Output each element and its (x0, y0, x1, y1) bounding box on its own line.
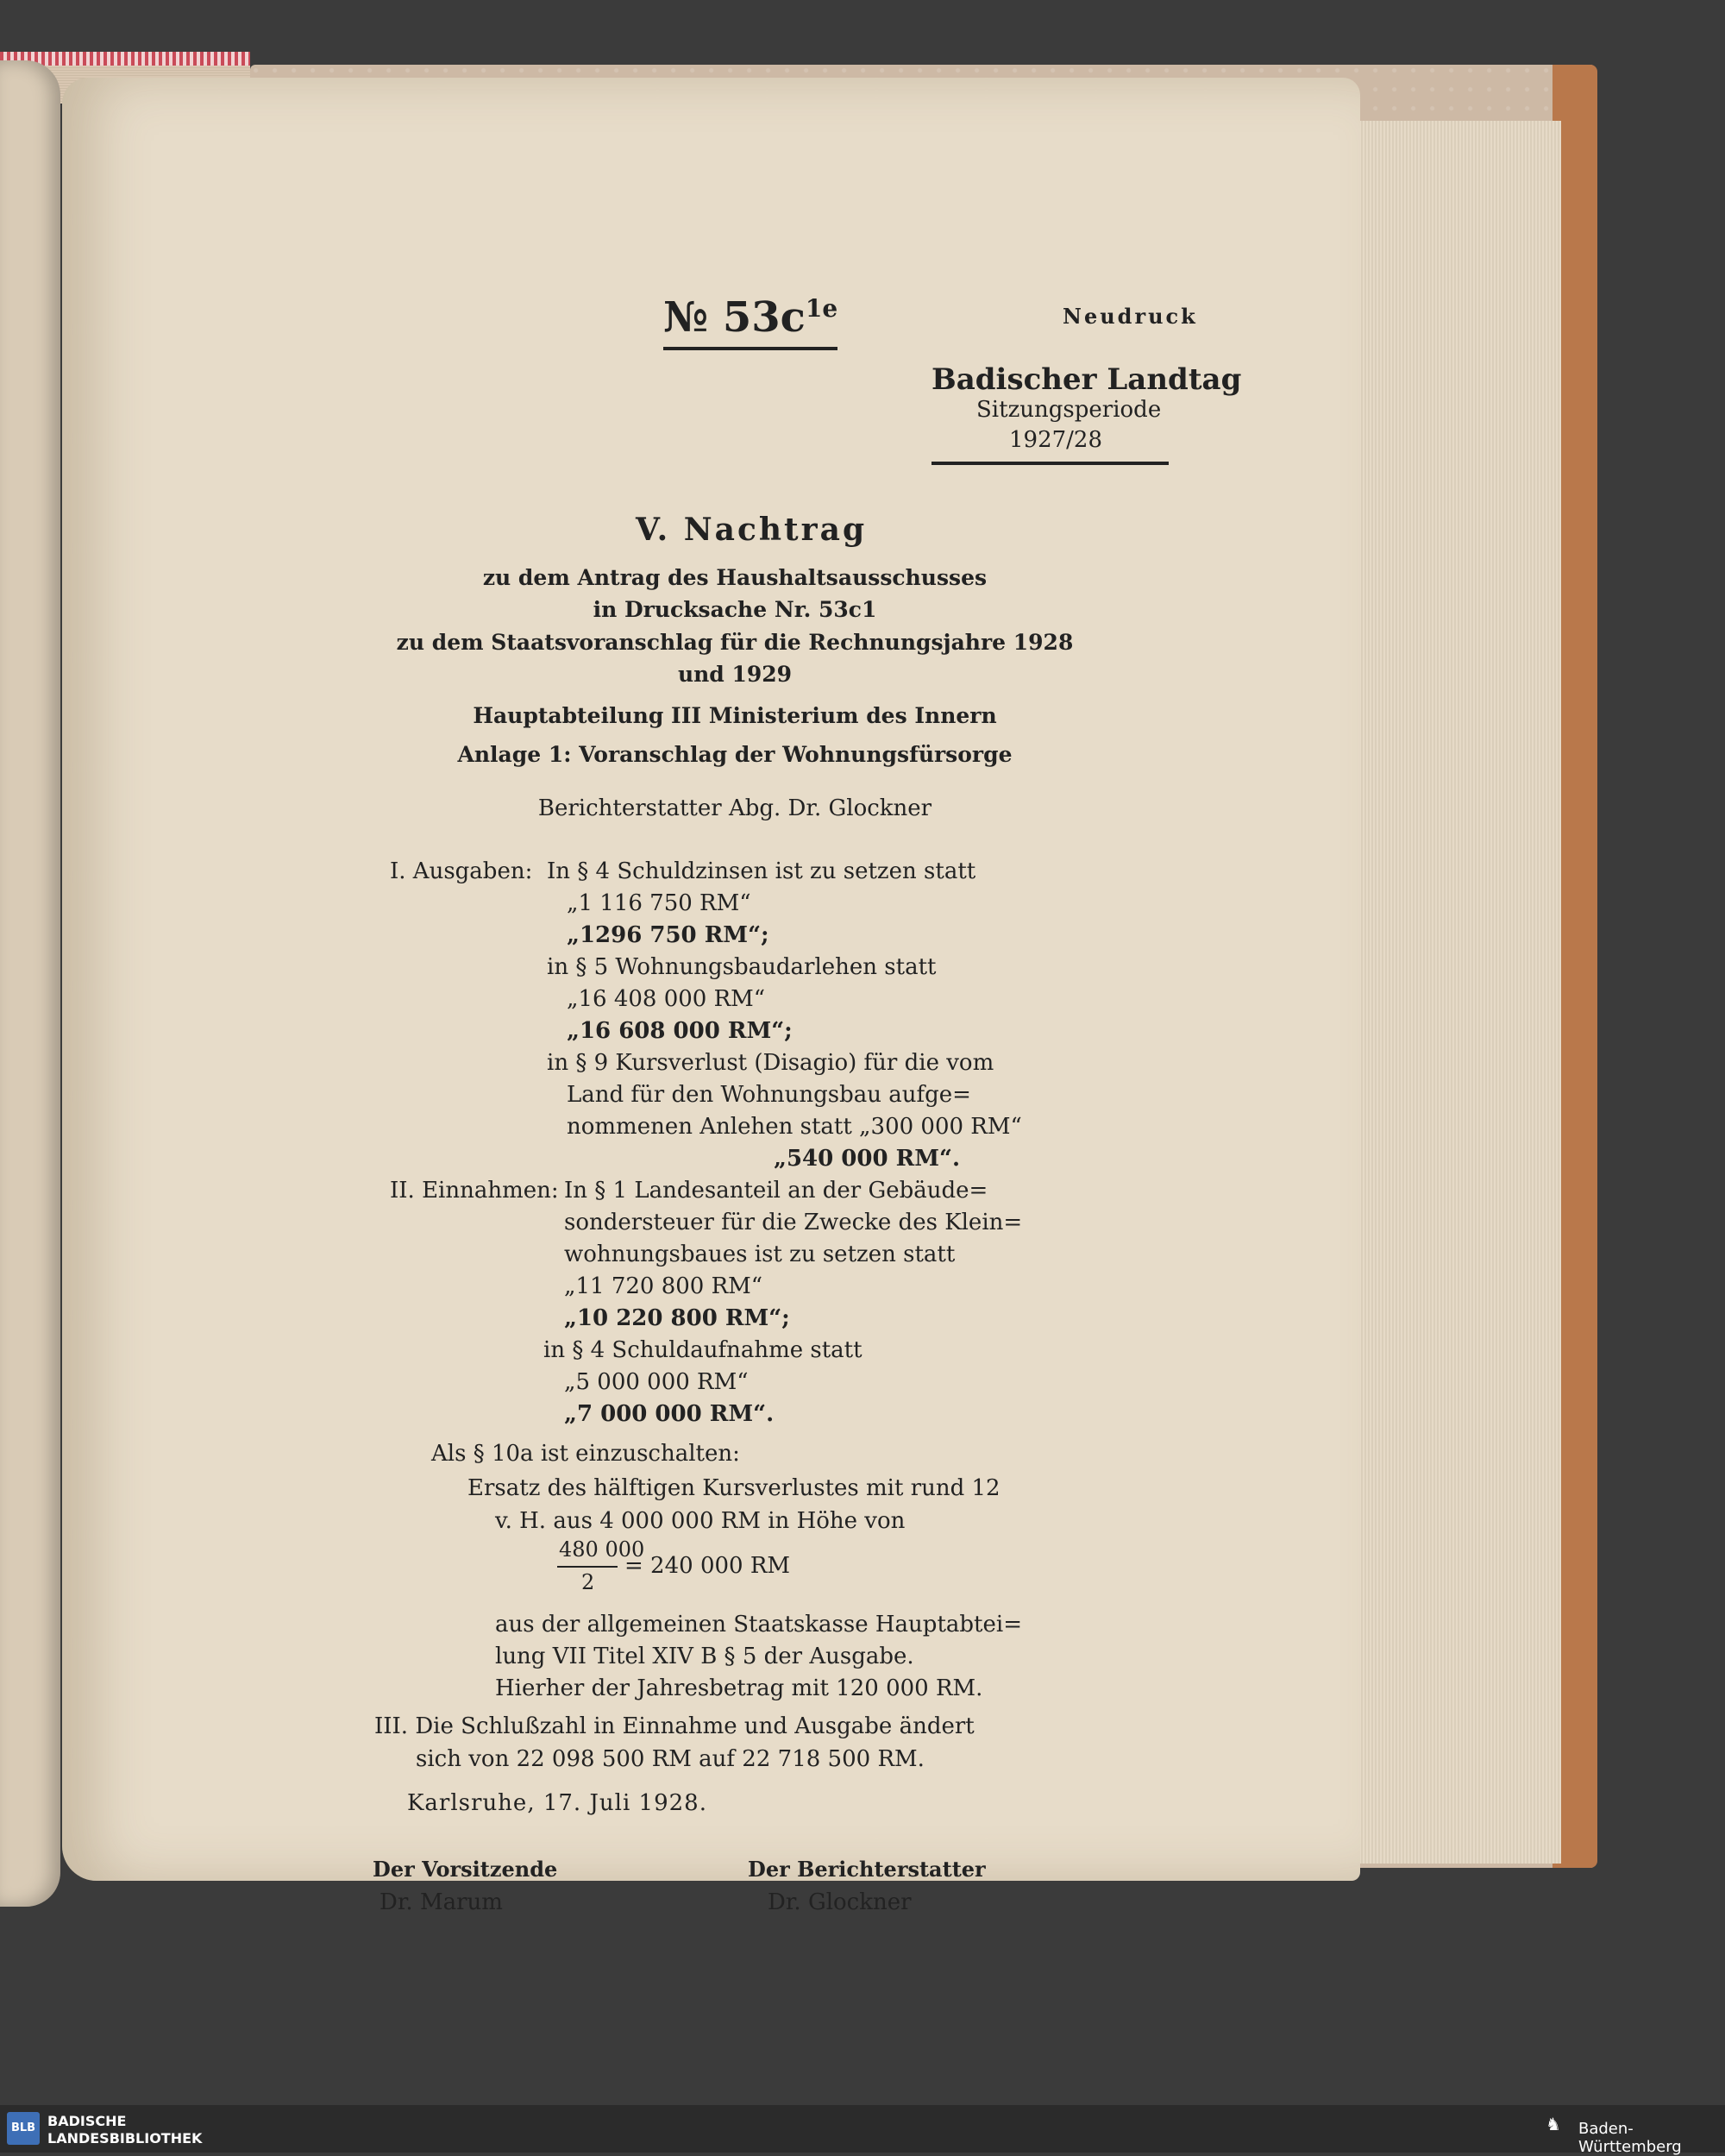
header-rule (932, 462, 1169, 465)
amount-line: „540 000 RM“. (774, 1146, 960, 1172)
annex-line: Anlage 1: Voranschlag der Wohnungsfürsorge (457, 742, 1013, 767)
library-name-line2: LANDESBIBLIOTHEK (47, 2130, 203, 2147)
fraction-bar (557, 1566, 618, 1568)
amount-line: „16 408 000 RM“ (567, 986, 766, 1012)
state-name: Baden-Württemberg (1578, 2120, 1682, 2156)
text-line: Hierher der Jahresbetrag mit 120 000 RM. (495, 1675, 983, 1701)
subtitle-line: zu dem Staatsvoranschlag für die Rechnungsjahre 1928 (396, 630, 1074, 655)
text-line: sondersteuer für die Zwecke des Klein= (564, 1210, 1023, 1235)
text-line: lung VII Titel XIV B § 5 der Ausgabe. (495, 1644, 914, 1669)
page-stack (1346, 121, 1561, 1864)
text-line: sich von 22 098 500 RM auf 22 718 500 RM. (416, 1746, 925, 1772)
text-line: In § 1 Landesanteil an der Gebäude= (564, 1178, 988, 1204)
text-line: aus der allgemeinen Staatskasse Hauptabtei= (495, 1612, 1022, 1637)
text-line: nommenen Anlehen statt „300 000 RM“ (567, 1114, 1022, 1140)
text-line: v. H. aus 4 000 000 RM in Höhe von (495, 1508, 906, 1534)
section-label: II. Einnahmen: (390, 1178, 559, 1204)
rapporteur-line: Berichterstatter Abg. Dr. Glockner (537, 795, 932, 821)
text-line: Ersatz des hälftigen Kursverlustes mit rund 12 (467, 1475, 1000, 1501)
left-page (0, 60, 60, 1907)
viewer-footer (0, 2105, 1725, 2153)
fraction-numerator: 480 000 (559, 1537, 645, 1562)
fraction-denominator: 2 (581, 1570, 595, 1594)
document-number: № $53c^{1e}$ (663, 293, 837, 350)
session-label: Sitzungsperiode (976, 397, 1162, 423)
text-line: III. Die Schlußzahl in Einnahme und Ausgabe ändert (374, 1713, 975, 1739)
amount-line: „1 116 750 RM“ (567, 890, 751, 916)
subtitle-line: in Drucksache Nr. 53c1 (593, 597, 877, 622)
section-label: I. Ausgaben: (390, 858, 533, 884)
amount-line: „11 720 800 RM“ (564, 1273, 763, 1299)
page-title: V. Nachtrag (636, 512, 868, 548)
text-line: Als § 10a ist einzuschalten: (431, 1441, 740, 1467)
subtitle-line: zu dem Antrag des Haushaltsausschusses (482, 565, 988, 590)
session-period: 1927/28 (1009, 427, 1103, 453)
department-line: Hauptabteilung III Ministerium des Innern (473, 703, 997, 728)
blb-logo[interactable]: BLB (7, 2112, 40, 2145)
signature-name-left: Dr. Marum (380, 1889, 503, 1915)
reprint-label: Neudruck (1063, 304, 1198, 329)
amount-line: „10 220 800 RM“; (564, 1305, 790, 1331)
place-date: Karlsruhe, 17. Juli 1928. (407, 1790, 707, 1816)
text-line: In § 4 Schuldzinsen ist zu setzen statt (547, 858, 976, 884)
signature-role-right: Der Berichterstatter (748, 1857, 986, 1882)
fraction-result: = 240 000 RM (624, 1553, 791, 1579)
subtitle-line: und 1929 (677, 662, 793, 687)
text-line: in § 5 Wohnungsbaudarlehen statt (547, 954, 937, 980)
bw-coat-of-arms-icon[interactable]: ♞ (1546, 2114, 1561, 2134)
text-line: Land für den Wohnungsbau aufge= (567, 1082, 971, 1108)
text-line: in § 4 Schuldaufnahme statt (543, 1337, 862, 1363)
document-page (62, 78, 1360, 1915)
text-line: in § 9 Kursverlust (Disagio) für die vom (547, 1050, 994, 1076)
text-line: wohnungsbaues ist zu setzen statt (564, 1241, 956, 1267)
amount-line: „1296 750 RM“; (567, 922, 769, 948)
parliament-name: Badischer Landtag (932, 362, 1242, 397)
amount-line: „7 000 000 RM“. (564, 1401, 775, 1427)
amount-line: „5 000 000 RM“ (564, 1369, 749, 1395)
signature-name-right: Dr. Glockner (768, 1889, 912, 1915)
library-name-line1: BADISCHE (47, 2113, 127, 2129)
signature-role-left: Der Vorsitzende (373, 1857, 558, 1882)
amount-line: „16 608 000 RM“; (567, 1018, 793, 1044)
